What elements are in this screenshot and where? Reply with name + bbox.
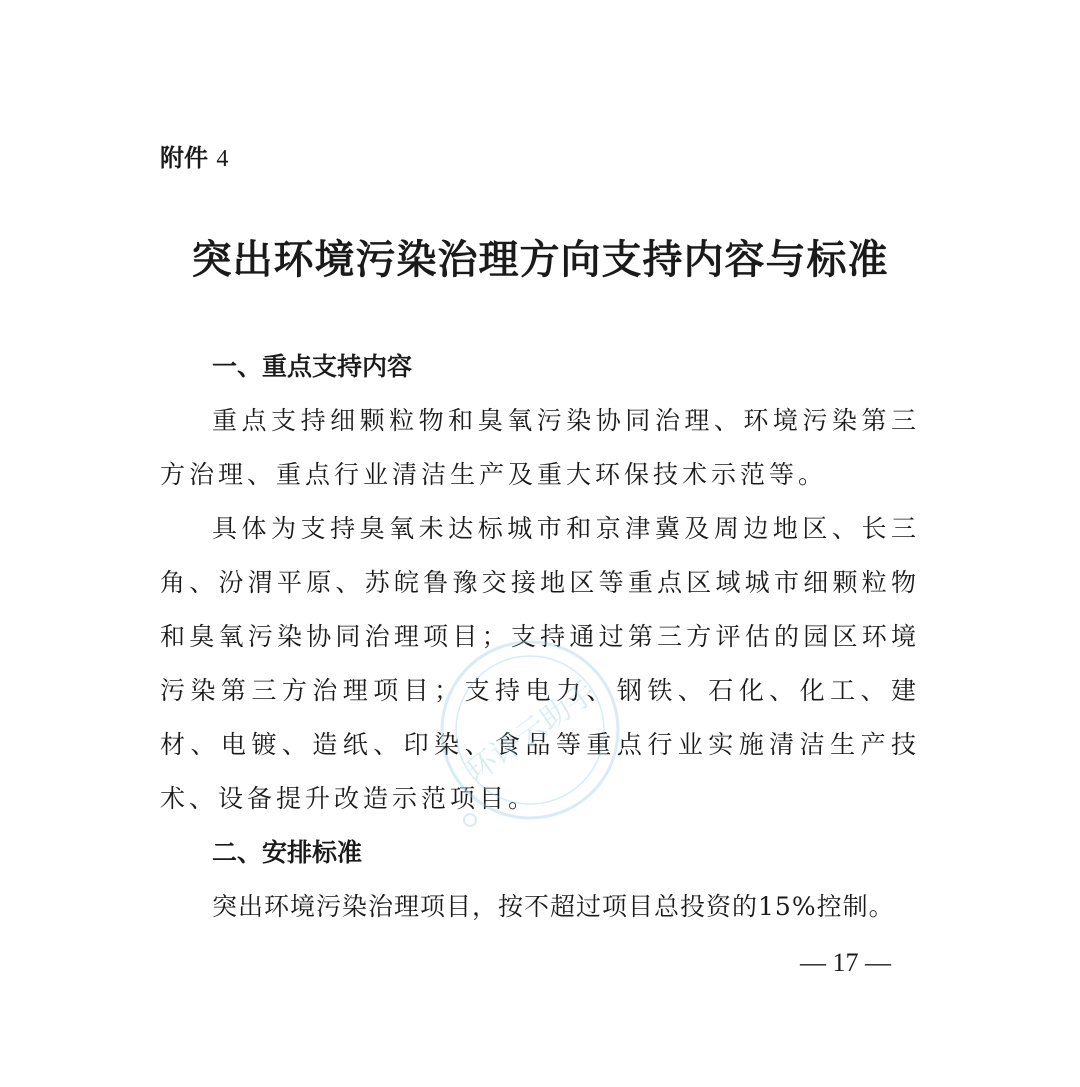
section-1-paragraph-1: 重点支持细颗粒物和臭氧污染协同治理、环境污染第三方治理、重点行业清洁生产及重大环保技术示范等。 xyxy=(160,406,920,489)
attachment-number: 4 xyxy=(216,146,229,172)
section-2-paragraph-1: 突出环境污染治理项目，按不超过项目总投资的15%控制。 xyxy=(212,892,895,921)
page-number: — 17 — xyxy=(800,948,891,977)
page-title: 突出环境污染治理方向支持内容与标准 xyxy=(191,236,889,283)
watermark-text: 环评云助手 xyxy=(459,674,603,790)
document-body xyxy=(160,340,920,934)
attachment-label xyxy=(160,138,228,173)
section-2-heading: 二、安排标准 xyxy=(212,838,363,867)
attachment-word: 附件 xyxy=(160,144,208,172)
section-1-heading: 一、重点支持内容 xyxy=(212,352,413,381)
section-1-paragraph-2: 具体为支持臭氧未达标城市和京津冀及周边地区、长三角、汾渭平原、苏皖鲁豫交接地区等重点区域城市细颗粒物和臭氧污染协同治理项目；支持通过第三方评估的园区环境污染第三方治理项目；支持电力、钢铁、石化、化工、建材、电镀、造纸、印染、食品等重点行业实施清洁生产技术、设备提升改造示范项目。 xyxy=(160,514,920,813)
